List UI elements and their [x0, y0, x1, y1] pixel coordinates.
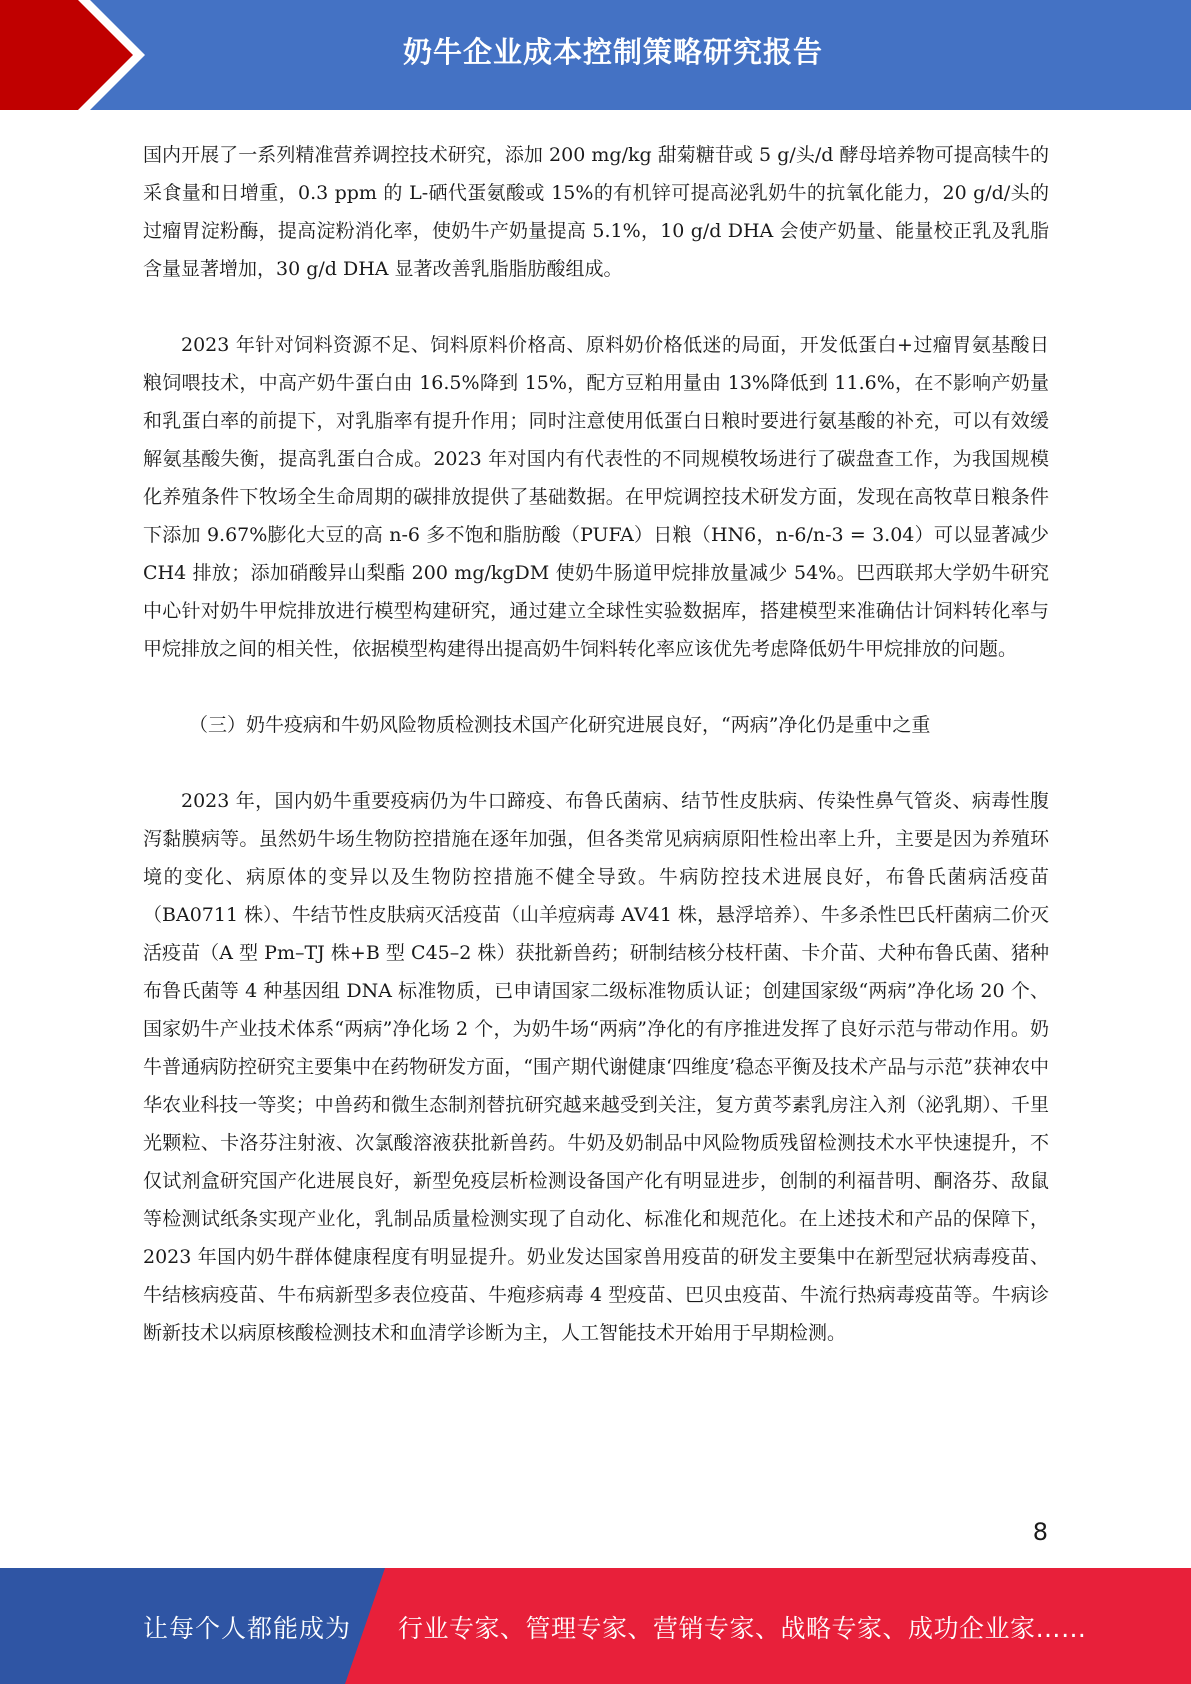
page-footer [0, 1568, 1191, 1684]
document-title: 奶牛企业成本控制策略研究报告 [402, 35, 823, 69]
paragraph-disease-control: 2023 年，国内奶牛重要疫病仍为牛口蹄疫、布鲁氏菌病、结节性皮肤病、传染性鼻气管炎、病毒性腹泻黏膜病等。虽然奶牛场生物防控措施在逐年加强，但各类常见病病原阳性检出率上升，主要是因为养殖环境的变化、病原体的变异以及生物防控措施不健全导致。牛病防控技术进展良好，布鲁氏菌病活疫苗（BA0711 株）、牛结节性皮肤病灭活疫苗（山羊痘病毒 AV41 株，悬浮培养）、牛多杀性巴氏杆菌病二价灭活疫苗（A 型 Pm–TJ 株+B 型 C45–2 株）获批新兽药；研制结核分枝杆菌、卡介苗、犬种布鲁氏菌、猪种布鲁氏菌等 4 种基因组 DNA 标准物质，已申请国家二级标准物质认证；创建国家级“两病”净化场 20 个、国家奶牛产业技术体系“两病”净化场 2 个，为奶牛场“两病”净化的有序推进发挥了良好示范与带动作用。奶牛普通病防控研究主要集中在药物研发方面，“围产期代谢健康‘四维度’稳态平衡及技术产品与示范”获神农中华农业科技一等奖；中兽药和微生态制剂替抗研究越来越受到关注，复方黄芩素乳房注入剂（泌乳期）、千里光颗粒、卡洛芬注射液、次氯酸溶液获批新兽药。牛奶及奶制品中风险物质残留检测技术水平快速提升，不仅试剂盒研究国产化进展良好，新型免疫层析检测设备国产化有明显进步，创制的利福昔明、酮洛芬、敌鼠等检测试纸条实现产业化，乳制品质量检测实现了自动化、标准化和规范化。在上述技术和产品的保障下，2023 年国内奶牛群体健康程度有明显提升。奶业发达国家兽用疫苗的研发主要集中在新型冠状病毒疫苗、牛结核病疫苗、牛布病新型多表位疫苗、牛疱疹病毒 4 型疫苗、巴贝虫疫苗、牛流行热病毒疫苗等。牛病诊断新技术以病原核酸检测技术和血清学诊断为主，人工智能技术开始用于早期检测。 [143, 790, 1049, 1344]
page-header [0, 0, 1191, 110]
paragraph-nutrition: 国内开展了一系列精准营养调控技术研究，添加 200 mg/kg 甜菊糖苷或 5 g/头/d 酵母培养物可提高犊牛的采食量和日增重，0.3 ppm 的 L-硒代蛋氨酸或 15%的有机锌可提高泌乳奶牛的抗氧化能力，20 g/d/头的过瘤胃淀粉酶，提高淀粉消化率，使奶牛产奶量提高 5.1%，10 g/d DHA 会使产奶量、能量校正乳及乳脂含量显著增加，30 g/d DHA 显著改善乳脂脂肪酸组成。 [143, 144, 1049, 280]
footer-slogan-left: 让每个人都能成为 [143, 1614, 352, 1643]
document-body [143, 136, 1049, 1352]
paragraph-spacer [143, 668, 1049, 706]
section-heading: （三）奶牛疫病和牛奶风险物质检测技术国产化研究进展良好，“两病”净化仍是重中之重 [189, 714, 931, 736]
paragraph-feed-methane: 2023 年针对饲料资源不足、饲料原料价格高、原料奶价格低迷的局面，开发低蛋白+过瘤胃氨基酸日粮饲喂技术，中高产奶牛蛋白由 16.5%降到 15%，配方豆粕用量由 13%降低到 11.6%，在不影响产奶量和乳蛋白率的前提下，对乳脂率有提升作用；同时注意使用低蛋白日粮时要进行氨基酸的补充，可以有效缓解氨基酸失衡，提高乳蛋白合成。2023 年对国内有代表性的不同规模牧场进行了碳盘查工作，为我国规模化养殖条件下牧场全生命周期的碳排放提供了基础数据。在甲烷调控技术研发方面，发现在高牧草日粮条件下添加 9.67%膨化大豆的高 n-6 多不饱和脂肪酸（PUFA）日粮（HN6，n-6/n-3 = 3.04）可以显著减少 CH4 排放；添加硝酸异山梨酯 200 mg/kgDM 使奶牛肠道甲烷排放量减少 54%。巴西联邦大学奶牛研究中心针对奶牛甲烷排放进行模型构建研究，通过建立全球性实验数据库，搭建模型来准确估计饲料转化率与甲烷排放之间的相关性，依据模型构建得出提高奶牛饲料转化率应该优先考虑降低奶牛甲烷排放的问题。 [143, 334, 1049, 660]
footer-slogan-right: 行业专家、管理专家、营销专家、战略专家、成功企业家…… [398, 1614, 1087, 1643]
paragraph-spacer [143, 744, 1049, 782]
paragraph-spacer [143, 288, 1049, 326]
page-number: 8 [1032, 1518, 1048, 1546]
